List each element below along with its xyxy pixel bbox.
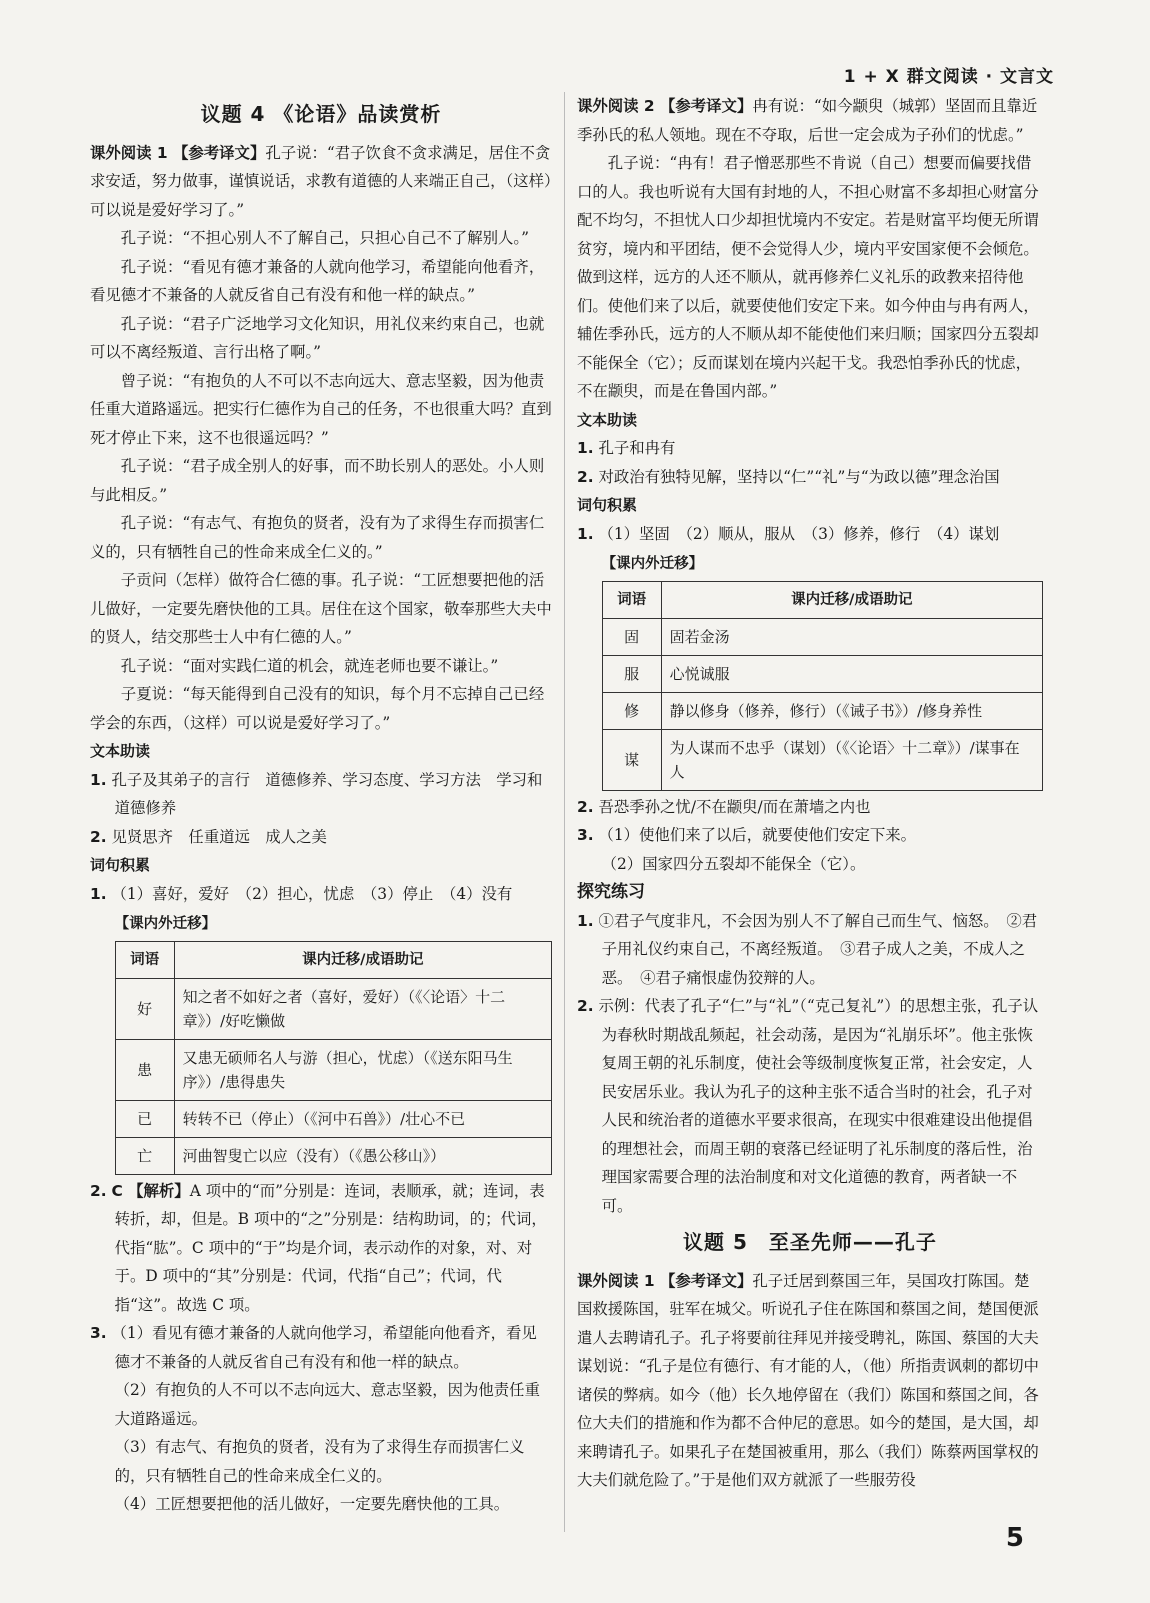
list-item: 1. 孔子和冉有 bbox=[577, 439, 676, 457]
vocab-title: 词句积累 bbox=[577, 496, 638, 514]
table-header: 词语 bbox=[602, 581, 661, 618]
paragraph: 孔子说：“君子成全别人的好事，而不助长别人的恶处。小人则与此相反。” bbox=[90, 457, 545, 504]
transfer-table bbox=[115, 941, 552, 1175]
list-item: 1. （1）坚固 （2）顺从，服从 （3）修养，修行 （4）谋划 bbox=[577, 524, 1000, 543]
table-header: 词语 bbox=[115, 941, 174, 978]
transfer-box bbox=[602, 550, 1043, 791]
reading2-label: 课外阅读 2 【参考译文】 bbox=[577, 97, 753, 115]
transfer-title: 【课内外迁移】 bbox=[114, 916, 217, 932]
table-header-row bbox=[115, 941, 551, 978]
answer-2: 2. C 【解析】A 项中的“而”分别是：连词，表顺承，就；连词，表转折，却，但是。B 项中的“之”分别是：结构助词，的；代词，代指“肱”。C 项中的“于”均是介词，表示动作的对象，对、对于。D 项中的“其”分别是：代词，代指“自己”；代词，代指“这”。故选 C 项。 bbox=[90, 1181, 547, 1314]
list-item-part: （2）国家四分五裂却不能保全（它）。 bbox=[601, 854, 866, 873]
list-item: 3. （1）使他们来了以后，就要使他们安定下来。 bbox=[577, 826, 917, 844]
list-item: 2. 对政治有独特见解，坚持以“仁”“礼”与“为政以德”理念治国 bbox=[577, 467, 1000, 486]
running-header: 1 + X 群文阅读 · 文言文 bbox=[843, 67, 1054, 87]
paragraph: 孔子说：“冉有！君子憎恶那些不肯说（自己）想要而偏要找借口的人。我也听说有大国有封地的人，不担心财富不多却担心财富分配不均匀，不担忧人口少却担忧境内不安定。若是财富平均便无所谓贫穷，境内和平团结，便不会觉得人少，境内平安国家便不会倾危。做到这样，远方的人还不顺从，就再修养仁义礼乐的政教来招待他们。使他们来了以后，就要使他们安定下来。如今仲由与冉有两人，辅佐季孙氏，远方的人不顺从却不能使他们来归顺；国家四分五裂却不能保全（它）；反而谋划在境内兴起干戈。我恐怕季孙氏的忧虑，不在颛臾，而是在鲁国内部。” bbox=[577, 154, 1039, 400]
table-header: 课内迁移/成语助记 bbox=[174, 941, 551, 978]
reading3-label: 课外阅读 1 【参考译文】 bbox=[577, 1271, 753, 1290]
list-item: 1. （1）喜好，爱好 （2）担心，忧虑 （3）停止 （4）没有 bbox=[90, 884, 513, 903]
answer-3-part: （3）有志气、有抱负的贤者，没有为了求得生存而损害仁义的，只有牺牲自己的性命来成全仁义的。 bbox=[114, 1438, 525, 1485]
paragraph: 孔子说：“有志气、有抱负的贤者，没有为了求得生存而损害仁义的，只有牺牲自己的性命来成全仁义的。” bbox=[90, 514, 545, 561]
table-row: 已 转转不已（停止）（《河中石兽》）/壮心不已 bbox=[115, 1100, 551, 1137]
page-number: 5 bbox=[1005, 1523, 1024, 1553]
table-row: 患 又患无硕师名人与游（担心，忧虑）（《送东阳马生序》）/患得患失 bbox=[115, 1039, 551, 1100]
reading2: 课外阅读 2 【参考译文】冉有说：“如今颛臾（城郭）坚固而且靠近季孙氏的私人领地。现在不夺取，后世一定会成为子孙们的忧虑。” bbox=[577, 97, 1038, 144]
text-help-title: 文本助读 bbox=[577, 410, 638, 429]
column-divider bbox=[564, 92, 565, 1532]
paragraph: 孔子说：“不担心别人不了解自己，只担心自己不了解别人。” bbox=[120, 229, 529, 247]
topic5-title: 议题 5 至圣先师——孔子 bbox=[683, 1230, 937, 1254]
paragraph: 孔子说：“君子广泛地学习文化知识，用礼仪来约束自己，也就可以不离经叛道、言行出格了啊。” bbox=[90, 314, 545, 361]
table-row: 亡 河曲智叟亡以应（没有）（《愚公移山》） bbox=[115, 1137, 551, 1174]
transfer-title: 【课内外迁移】 bbox=[601, 556, 704, 572]
reading3: 课外阅读 1 【参考译文】孔子迁居到蔡国三年，吴国攻打陈国。楚国救援陈国，驻军在城父。听说孔子住在陈国和蔡国之间，楚国便派遣人去聘请孔子。孔子将要前往拜见并接受聘礼，陈国、蔡国的大夫谋划说：“孔子是位有德行、有才能的人，（他）所指责讽刺的都切中诸侯的弊病。如今（他）长久地停留在（我们）陈国和蔡国之间，各位大夫们的措施和作为都不合仲尼的意思。如今的楚国，是大国，却来聘请孔子。如果孔子在楚国被重用，那么（我们）陈蔡两国掌权的大夫们就危险了。”于是他们双方就派了一些服劳役 bbox=[577, 1271, 1039, 1489]
table-row: 谋 为人谋而不忠乎（谋划）（《〈论语〉十二章》）/谋事在人 bbox=[602, 729, 1042, 790]
topic4-title: 议题 4 《论语》品读赏析 bbox=[200, 102, 442, 126]
table-row: 固 固若金汤 bbox=[602, 618, 1042, 655]
table-row: 服 心悦诚服 bbox=[602, 655, 1042, 692]
right-column bbox=[577, 92, 1043, 1495]
vocab-title: 词句积累 bbox=[90, 856, 151, 874]
paragraph: 孔子说：“看见有德才兼备的人就向他学习，希望能向他看齐，看见德才不兼备的人就反省自己有没有和他一样的缺点。” bbox=[90, 257, 545, 304]
text-help-title: 文本助读 bbox=[90, 742, 151, 760]
reading1-label: 课外阅读 1 【参考译文】 bbox=[90, 143, 266, 162]
paragraph: 曾子说：“有抱负的人不可以不志向远大、意志坚毅，因为他责任重大道路遥远。把实行仁德作为自己的任务，不也很重大吗？直到死才停止下来，这不也很遥远吗？” bbox=[90, 371, 552, 447]
table-header-row bbox=[602, 581, 1042, 618]
list-item: 1. 孔子及其弟子的言行 道德修养、学习态度、学习方法 学习和道德修养 bbox=[90, 770, 543, 817]
list-item: 1. ①君子气度非凡，不会因为别人不了解自己而生气、恼怒。 ②君子用礼仪约束自己，不离经叛道。 ③君子成人之美，不成人之恶。 ④君子痛恨虚伪狡辩的人。 bbox=[577, 911, 1038, 987]
transfer-table bbox=[602, 581, 1043, 791]
reading1-text: 孔子说：“君子饮食不贪求满足，居住不贪求安适，努力做事，谨慎说话，求教有道德的人来端正自己，（这样）可以说是爱好学习了。” bbox=[90, 143, 552, 219]
paragraph: 子贡问（怎样）做符合仁德的事。孔子说：“工匠想要把他的活儿做好，一定要先磨快他的工具。居住在这个国家，敬奉那些大夫中的贤人，结交那些士人中有仁德的人。” bbox=[90, 571, 552, 646]
answer-3-part: （2）有抱负的人不可以不志向远大、意志坚毅，因为他责任重大道路遥远。 bbox=[114, 1381, 540, 1428]
explore-title: 探究练习 bbox=[577, 882, 645, 902]
list-item: 2. 吾恐季孙之忧/不在颛臾/而在萧墙之内也 bbox=[577, 797, 871, 816]
answer-3: 3. （1）看见有德才兼备的人就向他学习，希望能向他看齐，看见德才不兼备的人就反省自己有没有和他一样的缺点。 bbox=[90, 1324, 537, 1371]
table-row: 好 知之者不如好之者（喜好，爱好）（《〈论语〉十二章》）/好吃懒做 bbox=[115, 978, 551, 1039]
list-item: 2. 示例：代表了孔子“仁”与“礼”（“克己复礼”）的思想主张，孔子认为春秋时期战乱频起，社会动荡，是因为“礼崩乐坏”。他主张恢复周王朝的礼乐制度，使社会等级制度恢复正常，社会安定，人民安居乐业。我认为孔子的这种主张不适合当时的社会，孔子对人民和统治者的道德水平要求很高，在现实中很难建设出他提倡的理想社会，而周王朝的衰落已经证明了礼乐制度的落后性，治理国家需要合理的法治制度和对文化道德的教育，两者缺一不可。 bbox=[577, 997, 1039, 1215]
table-row: 修 静以修身（修养，修行）（《诫子书》）/修身养性 bbox=[602, 692, 1042, 729]
paragraph: 孔子说：“面对实践仁道的机会，就连老师也要不谦让。” bbox=[120, 656, 499, 675]
answer-3-part: （4）工匠想要把他的活儿做好，一定要先磨快他的工具。 bbox=[114, 1495, 510, 1513]
list-item: 2. 见贤思齐 任重道远 成人之美 bbox=[90, 827, 327, 846]
reading1 bbox=[90, 139, 552, 225]
paragraph: 子夏说：“每天能得到自己没有的知识，每个月不忘掉自己已经学会的东西，（这样）可以说是爱好学习了。” bbox=[90, 685, 545, 732]
table-header: 课内迁移/成语助记 bbox=[661, 581, 1042, 618]
left-column bbox=[90, 92, 552, 1519]
transfer-box bbox=[115, 910, 552, 1175]
